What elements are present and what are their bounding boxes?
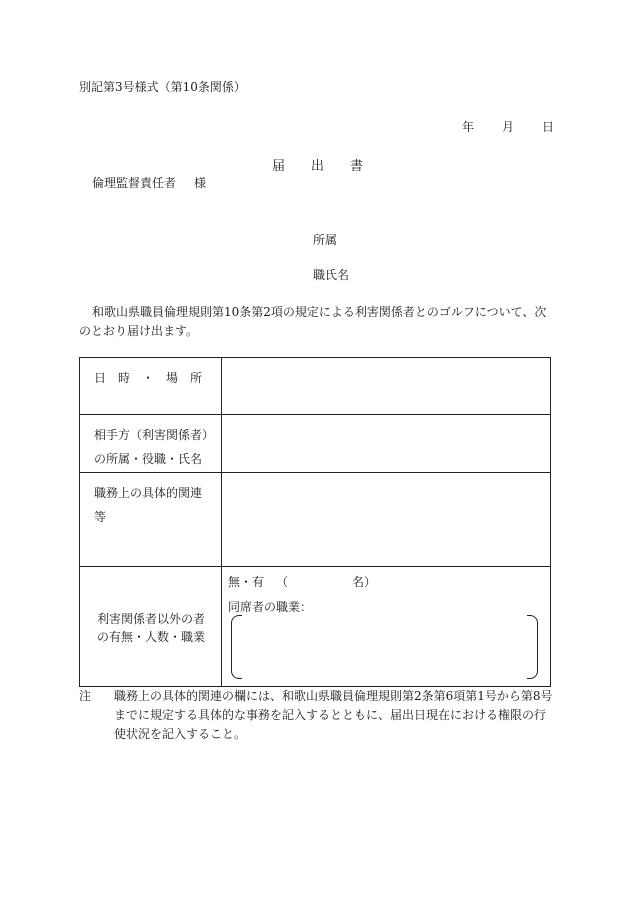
datetime-place-label-cell xyxy=(80,358,222,415)
body-paragraph: 和歌山県職員倫理規則第10条第2項の規定による利害関係者とのゴルフについて、次のとおり届け出ます。 xyxy=(79,305,547,338)
others-label-line1: 利害関係者以外の者 xyxy=(97,612,206,626)
others-field[interactable] xyxy=(222,567,551,687)
table-row xyxy=(80,358,551,415)
name-label: 職氏名 xyxy=(313,268,350,282)
left-bracket xyxy=(231,615,242,679)
duty-relation-label-cell xyxy=(80,473,222,567)
others-label xyxy=(80,567,221,646)
date-month-label: 月 xyxy=(502,120,515,134)
addressee xyxy=(92,174,206,191)
notification-table xyxy=(79,357,551,687)
right-bracket xyxy=(527,615,538,679)
duty-relation-label: 職務上の具体的関連等 xyxy=(94,486,203,524)
addressee-honorific: 様 xyxy=(194,176,207,190)
note-text: 職務上の具体的関連の欄には、和歌山県職員倫理規則第2条第6項第1号から第8号までに規定する具体的な事務を記入するとともに、届出日現在における権限の行使状況を記入すること。 xyxy=(114,689,553,741)
others-label-cell xyxy=(80,567,222,687)
table-row xyxy=(80,567,551,687)
datetime-place-field[interactable] xyxy=(222,358,551,415)
paren-open: （ xyxy=(276,575,289,589)
presence-line xyxy=(228,573,376,590)
counterpart-label-cell xyxy=(80,415,222,473)
date-day-label: 日 xyxy=(542,120,555,134)
note-mark: 注 xyxy=(79,689,92,703)
form-number: 別記第3号様式（第10条関係） xyxy=(79,80,246,94)
counterpart-field[interactable] xyxy=(222,415,551,473)
datetime-place-label: 日 時 ・ 場 所 xyxy=(94,371,203,385)
counterpart-label-line2: の所属・役職・氏名 xyxy=(94,452,203,466)
counterpart-label-line1: 相手方（利害関係者） xyxy=(94,428,215,442)
persons-unit: 名） xyxy=(352,575,377,589)
document-title: 届出書 xyxy=(272,159,390,174)
presence-options[interactable]: 無・有 xyxy=(228,575,265,589)
date-year-label: 年 xyxy=(462,120,475,134)
table-row xyxy=(80,415,551,473)
date-line xyxy=(462,118,554,135)
addressee-name: 倫理監督責任者 xyxy=(92,176,177,190)
table-row xyxy=(80,473,551,567)
affiliation-label: 所属 xyxy=(313,233,338,247)
counterpart-label xyxy=(80,415,221,471)
others-label-line2: の有無・人数・職業 xyxy=(97,630,206,644)
companion-occupation-label: 同席者の職業： xyxy=(228,600,313,614)
duty-relation-field[interactable] xyxy=(222,473,551,567)
